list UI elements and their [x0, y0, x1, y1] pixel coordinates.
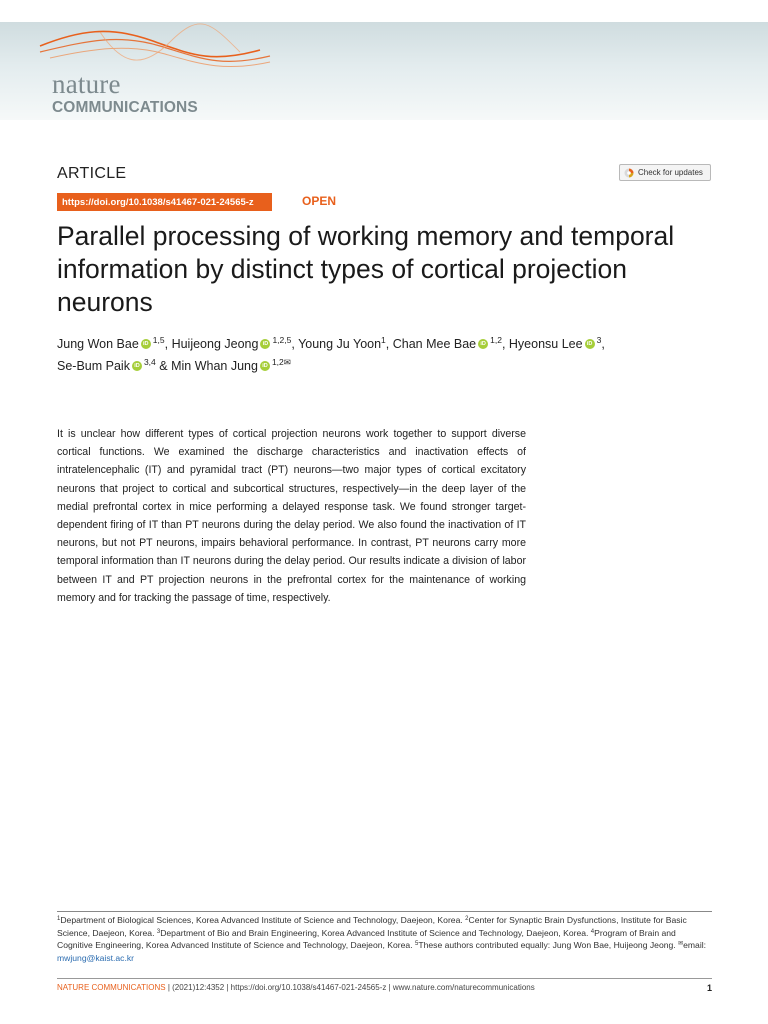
affiliation-text: These authors contributed equally: Jung Won Bae, Huijeong Jeong.	[418, 940, 679, 950]
author-list	[57, 333, 717, 377]
author-separator: ,	[385, 337, 393, 351]
author-name[interactable]: Jung Won Bae	[57, 337, 139, 351]
author-affiliation-marker: 1,2,5	[272, 335, 292, 345]
orcid-icon[interactable]	[478, 339, 488, 349]
page-number: 1	[706, 983, 712, 993]
author-affiliation-marker: 3,4	[143, 357, 156, 367]
affiliation-text: Department of Bio and Brain Engineering, Korea Advanced Institute of Science and Technology, Daejeon, Korea.	[160, 927, 591, 938]
author-name[interactable]: Min Whan Jung	[171, 359, 258, 373]
footer-citation	[57, 983, 535, 993]
affiliation-number: 4	[590, 928, 595, 935]
affiliation-number: 5	[415, 941, 419, 947]
doi-link[interactable]: https://doi.org/10.1038/s41467-021-24565-z	[57, 193, 272, 211]
check-for-updates-button[interactable]	[619, 164, 711, 181]
affiliations	[57, 914, 712, 964]
author-separator: ,	[501, 337, 509, 351]
orcid-icon[interactable]	[260, 361, 270, 371]
author-affiliation-marker: 3	[596, 335, 602, 345]
author-separator: ,	[601, 337, 605, 351]
author-separator: ,	[291, 337, 299, 351]
orcid-icon[interactable]	[132, 361, 142, 371]
author-separator: &	[155, 359, 172, 373]
email-label: email:	[683, 940, 707, 950]
journal-banner	[0, 22, 768, 120]
open-access-label: OPEN	[302, 194, 337, 208]
author-name[interactable]: Hyeonsu Lee	[508, 337, 583, 351]
crossmark-icon	[624, 168, 634, 178]
affiliation-number: 2	[465, 916, 469, 922]
logo-communications: COMMUNICATIONS	[52, 99, 198, 116]
orcid-icon[interactable]	[260, 339, 270, 349]
envelope-icon: ✉	[678, 941, 684, 947]
article-title: Parallel processing of working memory and temporal information by distinct types of cortical projection neurons	[57, 221, 675, 317]
author-name[interactable]: Huijeong Jeong	[171, 337, 259, 351]
author-affiliation-marker: 1,2	[490, 335, 502, 345]
email-link[interactable]: mwjung@kaist.ac.kr	[57, 952, 135, 963]
author-name[interactable]: Chan Mee Bae	[392, 337, 477, 351]
author-name[interactable]: Se-Bum Paik	[57, 359, 130, 373]
orcid-icon[interactable]	[141, 339, 151, 349]
author-name[interactable]: Young Ju Yoon	[298, 337, 382, 351]
author-affiliation-marker: 1	[381, 335, 386, 345]
orcid-icon[interactable]	[585, 339, 595, 349]
footer-citation-text: | (2021)12:4352 | https://doi.org/10.1038/s41467-021-24565-z | www.nature.com/naturecommunications	[165, 983, 535, 992]
author-separator: ,	[164, 337, 172, 351]
author-affiliation-marker: 1,2✉	[271, 357, 291, 367]
author-affiliation-marker: 1,5	[152, 335, 165, 345]
logo-nature: nature	[52, 69, 121, 99]
article-type-label: ARTICLE	[57, 165, 127, 182]
footer-journal: NATURE COMMUNICATIONS	[57, 983, 166, 992]
affiliation-number: 1	[57, 916, 61, 922]
affiliation-text: Program of Brain and Cognitive Engineering, Korea Advanced Institute of Science and Technology, Daejeon, Korea.	[57, 927, 676, 950]
footer-divider	[57, 978, 712, 979]
affiliation-text: Center for Synaptic Brain Dysfunctions, Institute for Basic Science, Daejeon, Korea.	[57, 915, 687, 938]
affiliation-number: 3	[156, 928, 161, 935]
affiliation-text: Department of Biological Sciences, Korea Advanced Institute of Science and Technology, Daejeon, Korea.	[60, 915, 466, 925]
page-footer	[57, 983, 712, 993]
affiliations-divider	[57, 911, 712, 912]
abstract: It is unclear how different types of cortical projection neurons work together to support diverse cortical functions. We examined the discharge characteristics and inactivation effects of intratelencephalic (IT) and pyramidal tract (PT) neurons—two major types of cortical excitatory neurons that project to cortical and subcortical structures, respectively—in the deep layer of the medial prefrontal cortex in mice performing a delayed response task. We found stronger target-dependent firing of IT than PT neurons during the delay period. We also found the inactivation of IT neurons, but not PT neurons, impairs behavioral performance. In contrast, PT neurons carry more temporal information than IT neurons during the delay period. Our results indicate a division of labor between IT and PT projection neurons in the prefrontal cortex for the maintenance of working memory and for tracking the passage of time, respectively.	[57, 428, 526, 604]
check-for-updates-label: Check for updates	[638, 168, 703, 177]
